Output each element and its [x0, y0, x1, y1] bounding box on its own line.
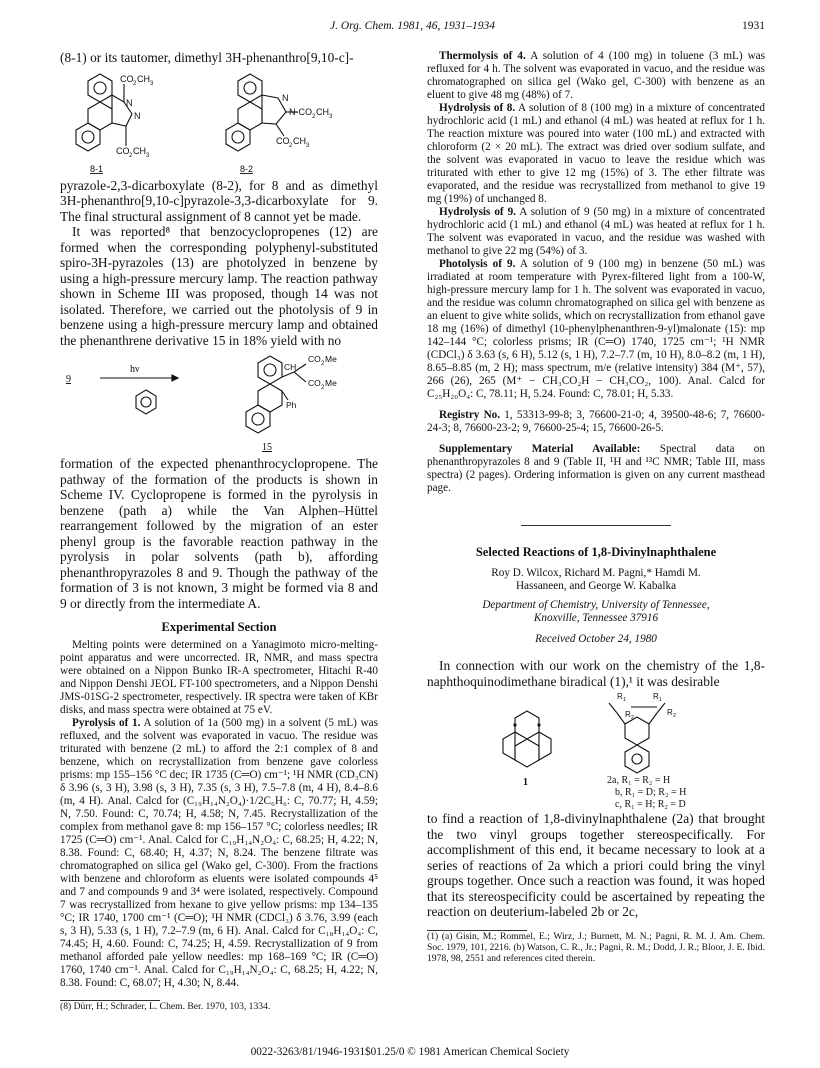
label-8-2: 8-2: [240, 163, 254, 174]
scheme-photolysis: [60, 348, 378, 456]
run-in-heading: Photolysis of 9.: [439, 258, 516, 270]
footnote: (8) Dürr, H.; Schrader, L. Chem. Ber. 1970, 103, 1334.: [60, 1001, 271, 1012]
svg-text:N: N: [282, 92, 289, 103]
svg-text:3: 3: [306, 142, 310, 149]
svg-text:2: 2: [289, 142, 293, 149]
legend-2c: c, R₁ = H; R₂ = D: [615, 799, 686, 810]
paragraph-text: A solution of 4 (100 mg) in toluene (3 mL) was refluxed for 4 h. The solvent was evaporated in vacuo, and the residue was chromatographed on silica gel (Wako gel, C-300) with benzene as an eluent to give 48 mg (48%) of 7.: [427, 50, 765, 101]
svg-text:1: 1: [659, 697, 663, 703]
structure-figure-8: [60, 66, 378, 178]
svg-text:3: 3: [146, 152, 150, 159]
svg-text:2: 2: [133, 80, 137, 87]
svg-text:CH: CH: [133, 145, 146, 156]
svg-text:R: R: [625, 710, 631, 719]
legend-2b: b, R₁ = D; R₂ = H: [615, 787, 687, 798]
paragraph: formation of the expected phenanthrocyclopropene. The pathway of the formation of the products is shown in Scheme IV. Cyclopropene is formed in the pyrolysis in benzene (path a) while the Van Alphen–Hüttel rearrangement followed by the migration of an ester phenyl group is the favorable reaction pathway in the pyrolysis in polar solvents (path b), affording phenanthropyrazoles 8 and 9. Though the pathway of the formation of 3 is not known, 3 might be formed via 8 and 9 or directly from the intermediate A.: [60, 456, 378, 611]
paragraph: [60, 717, 378, 990]
svg-text:Ph: Ph: [286, 400, 297, 410]
section-heading: Experimental Section: [161, 620, 277, 634]
run-in-heading: Hydrolysis of 8.: [439, 102, 516, 114]
scheme-hv: hν: [130, 364, 140, 375]
article-title: Selected Reactions of 1,8-Divinylnaphthalene: [475, 545, 717, 559]
svg-text:CH: CH: [284, 362, 297, 372]
run-in-heading: Thermolysis of 4.: [439, 50, 526, 62]
svg-text:Me: Me: [325, 354, 337, 364]
svg-text:2: 2: [129, 152, 133, 159]
svg-text:3: 3: [150, 80, 154, 87]
paragraph: [427, 50, 765, 102]
svg-text:2: 2: [321, 361, 325, 367]
svg-text:CO: CO: [308, 354, 321, 364]
label-1: 1: [523, 777, 528, 788]
svg-text:Me: Me: [325, 378, 337, 388]
figure-legend: [427, 775, 765, 811]
right-column: [427, 50, 765, 964]
svg-text:N: N: [126, 97, 133, 108]
paragraph: pyrazole-2,3-dicarboxylate (8-2), for 8 and as dimethyl 3H-phenanthro[9,10-c]pyrazole-3,3-dicarboxylate for 9. The final structural assignment of 8 cannot yet be made.: [60, 177, 378, 224]
paragraph-text: A solution of 1a (500 mg) in a solvent (5 mL) was refluxed, and the solvent was evaporated in vacuo. The residue was triturated with benzene (2 mL) to afford the 2:1 complex of 8 and benzene, which on recrystallization from benzene gave colorless prisms: mp 155–156 °C dec; IR 1735 (C═O) cm⁻¹; ¹H NMR (CD₃CN) δ 3.96 (s, 3 H), 3.98 (s, 3 H), 7.35 (s, 3 H), 7.5–7.8 (m, 4 H), 8.4–8.6 (m, 4 H). Anal. Calcd for (C₁₉H₁₄N₂O₄)·1/2C₆H₆: C, 70.77; H, 4.59; N, 7.50. Found: C, 70.74; H, 4.58; N, 7.45. Recrystallization of the complex from methanol gave 8: mp 156–157 °C; colorless needles; IR 1725 (C═O) cm⁻¹. Anal. Calcd for C₁₉H₁₄N₂O₄: C, 68.25; H, 4.22; N, 8.38. Found: C, 68.40; H, 4.37; N, 8.24. The benzene filtrate was chromatographed on silica gel (Wako gel, C-300). From the fractions with benzene and chloroform as eluents were isolated compounds 4⁵ and 7 and compounds 9 and 3⁴ were isolated, respectively. Compound 7 was recrystallized from hexane to give yellow prisms: mp 134–135 °C; IR 1740, 1700 cm⁻¹ (C═O); ¹H NMR (CDCl₃) δ 3.76, 3.99 (each s, 3 H), 5.33 (s, 1 H), 7.2–7.9 (m, 6 H). Anal. Calcd for C₁₈H₁₄O₄: C, 74.45; H, 4.60. Found: C, 74.25; H, 4.59. Recrystallization of 9 from methanol afforded pale yellow needles: mp 168–169 °C; IR (C═O) 1760, 1740 cm⁻¹. Anal. Calcd for C₁₉H₁₄N₂O₄: C, 68.25; H, 4.22; N, 8.38. Found: C, 68.07; H, 4.30; N, 8.44.: [60, 717, 378, 989]
svg-text:2: 2: [312, 113, 316, 120]
paragraph: [427, 258, 765, 401]
paragraph: It was reported⁸ that benzocyclopropenes (12) are formed when the corresponding polyphenyl-substituted spiro-3H-pyrazoles (13) are photolyzed in benzene by using a high-pressure mercury lamp. The reaction pathway shown in Scheme III was proposed, though 14 was not isolated. Therefore, we carried out the photolysis of 9 in benzene using a high-pressure mercury lamp and obtained the phenanthrene derivative 15 in 18% yield with no: [60, 224, 378, 348]
paragraph: to find a reaction of 1,8-divinylnaphthalene (2a) that brought the two vinyl groups together stereospecifically. For accomplishment of this end, it became necessary to look at a series of reactions of 2a which a priori could bring the vinyl groups together. Once such a reaction was found, it was hoped that its stereospecificity could be ascertained by repeating the reaction on deuterium-labeled 2b or 2c,: [427, 811, 765, 919]
run-in-heading: Hydrolysis of 9.: [439, 206, 516, 218]
svg-text:CO: CO: [308, 378, 321, 388]
paragraph-text: A solution of 9 (100 mg) in benzene (50 mL) was irradiated at room temperature with Pyrex-filtered light from a 100-W, high-pressure mercury lamp for 1 h. The solvent was evaporated in vacuo, and the residue was column chromatographed on silica gel with benzene as an eluent to give white solids, which on recrystallization from ethanol gave 18 mg (16%) of dimethyl (10-phenylphenanthren-9-yl)malonate (15): mp 142–144 °C; colorless prisms; IR (C═O) 1740, 1725 cm⁻¹; ¹H NMR (CDCl₃) δ 3.63 (s, 6 H), 5.12 (s, 1 H), 7.2–7.7 (m, 10 H), 8.0–8.2 (m, 1 H), 8.65–8.85 (m, 2 H); mass spectrum, m/e (relative intensity) 384 (M⁺, 57), 266 (26), 265 (M⁺ − CH₃CO₂H − CH₃CO₂, 100). Anal. Calcd for C₂₅H₂₀O₄: C, 78.11; H, 5.24. Found: C, 78.01; H, 5.33.: [427, 258, 765, 400]
paragraph-text: A solution of 8 (100 mg) in a mixture of concentrated hydrochloric acid (1 mL) and ethanol (4 mL) was heated at reflux for 1 h. The reaction mixture was poured into water (100 mL) and extracted with chloroform (2 × 20 mL). The extract was dried over sodium sulfate, and the solvent was evaporated in vacuo to leave the residue which was triturated with ether to give 12 mg (15%) of 3. The ether filtrate was evaporated, and the residue was recrystallized from methanol to give 19 mg (19%) of unchanged 8.: [427, 102, 765, 205]
authors: Roy D. Wilcox, Richard M. Pagni,* Hamdi M. Hassaneen, and George W. Kabalka: [491, 567, 701, 592]
svg-text:CO: CO: [276, 135, 290, 146]
svg-text:3: 3: [329, 113, 333, 120]
registry-numbers: [427, 409, 765, 435]
svg-text:2: 2: [631, 715, 635, 721]
paragraph: Melting points were determined on a Yanagimoto micro-melting-point apparatus and were uncorrected. IR, NMR, and mass spectra were obtained on a Nippon Bunko IR-A spectrometer, Hitachi R-40 and Nippon Denshi JEOL FT-100 spectrometers, and a Nippon Denshi JMS-01SG-2 spectrometer, respectively. IR spectra were taken of KBr disks, and mass spectra were obtained at 75 eV.: [60, 639, 378, 716]
svg-text:CO: CO: [120, 73, 134, 84]
paragraph: In connection with our work on the chemistry of the 1,8-naphthoquinodimethane biradical (1),¹ it was desirable: [427, 658, 765, 689]
svg-text:CH: CH: [293, 135, 306, 146]
journal-citation: J. Org. Chem. 1981, 46, 1931–1934: [329, 20, 496, 32]
paragraph-text: A solution of 9 (50 mg) in a mixture of concentrated hydrochloric acid (1 mL) and ethanol (4 mL) was heated at reflux for 1 h. The solvent was evaporated in vacuo, and the residue was washed with methanol to give 22 mg (54%) of 3.: [427, 206, 765, 257]
svg-text:R: R: [653, 692, 659, 701]
svg-text:N: N: [134, 110, 141, 121]
svg-text:R: R: [617, 692, 623, 701]
run-in-heading: Supplementary Material Available:: [439, 443, 641, 455]
svg-text:2: 2: [321, 385, 325, 391]
left-column: [60, 50, 378, 1012]
run-in-heading: Registry No.: [439, 409, 501, 421]
legend-2a: 2a, R₁ = R₂ = H: [607, 775, 671, 786]
footnote: (1) (a) Gisin, M.; Rommel, E.; Wirz, J.; Burnett, M. N.; Pagni, R. M. J. Am. Chem. Soc. 1979, 101, 2216. (b) Watson, C. R., Jr.; Pagni, R. M.; Dodd, J. R.; Bloor, J. E. Ibid. 1978, 98, 2551 and references cited therein.: [427, 930, 765, 964]
svg-text:1: 1: [623, 697, 627, 703]
scheme-reactant: 9: [66, 374, 71, 385]
svg-text:CO: CO: [116, 145, 130, 156]
run-in-heading: Pyrolysis of 1.: [72, 717, 141, 729]
svg-text:CH: CH: [137, 73, 150, 84]
svg-text:N-CO: N-CO: [289, 106, 312, 117]
svg-text:R: R: [667, 708, 673, 717]
received-date: Received October 24, 1980: [535, 633, 657, 645]
structure-figure-1-2: [427, 689, 765, 789]
page-number: 1931: [742, 20, 765, 32]
affiliation-line: Department of Chemistry, University of Tennessee,: [482, 599, 710, 611]
supplementary-material: [427, 443, 765, 495]
paragraph: (8-1) or its tautomer, dimethyl 3H-phenanthro[9,10-c]-: [60, 50, 354, 65]
paragraph: [427, 206, 765, 258]
affiliation-line: Knoxville, Tennessee 37916: [533, 612, 659, 624]
label-8-1: 8-1: [90, 163, 104, 174]
svg-text:2: 2: [673, 713, 677, 719]
paragraph: [427, 102, 765, 206]
running-header: [60, 20, 765, 34]
scheme-product: 15: [262, 442, 272, 453]
paragraph-text: 1, 53313-99-8; 3, 76600-21-0; 4, 39500-48-6; 7, 76600-24-3; 8, 76600-23-2; 9, 76600-25-4; 15, 76600-26-5.: [427, 409, 765, 434]
svg-text:CH: CH: [316, 106, 329, 117]
paragraph-text: Spectral data on phenanthropyrazoles 8 and 9 (Table II, ¹H and ¹³C NMR; Table III, mass spectra) (2 pages). Ordering information is given on any current masthead page.: [427, 443, 765, 494]
page-footer: 0022-3263/81/1946-1931$01.25/0 © 1981 American Chemical Society: [250, 1046, 570, 1058]
